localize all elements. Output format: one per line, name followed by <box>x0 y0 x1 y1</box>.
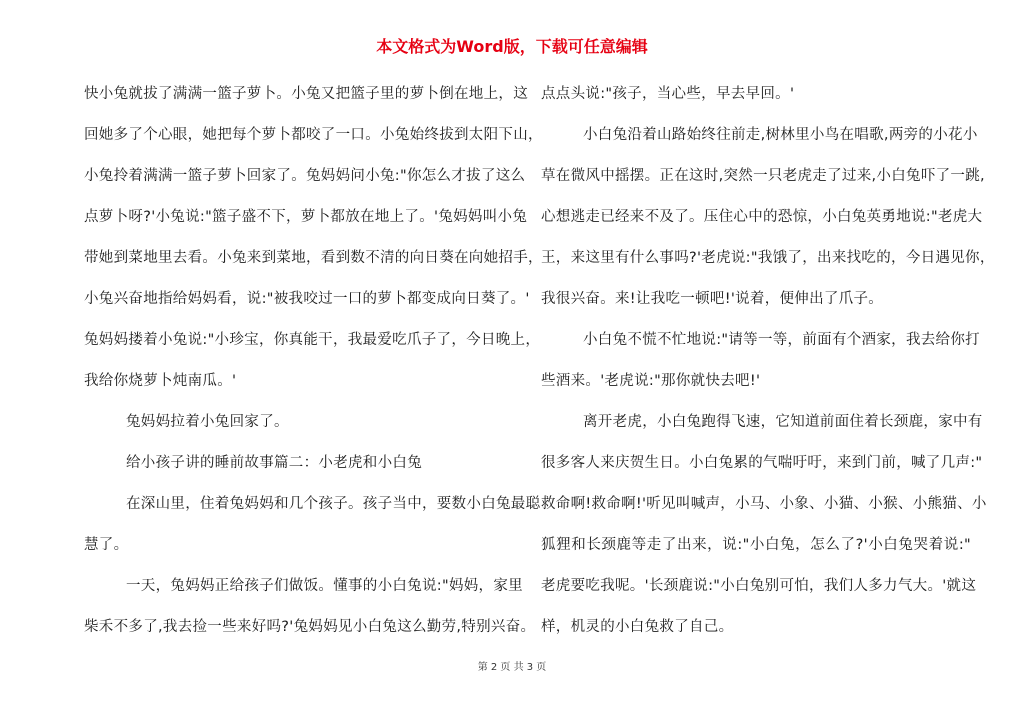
text-line: 离开老虎，小白兔跑得飞速，它知道前面住着长颈鹿，家中有 <box>583 414 983 430</box>
text-line: 救命啊!救命啊!'听见叫喊声，小马、小象、小猫、小猴、小熊猫、小 <box>541 496 987 512</box>
text-line: 老虎要吃我呢。'长颈鹿说:"小白兔别可怕，我们人多力气大。'就这 <box>541 578 977 594</box>
page-number-footer: 第 2 页 共 3 页 <box>477 662 547 673</box>
text-line: 回她多了个心眼，她把每个萝卜都咬了一口。小兔始终拔到太阳下山， <box>84 127 543 143</box>
text-line: 慧了。 <box>84 537 129 553</box>
text-line: 带她到菜地里去看。小兔来到菜地，看到数不清的向日葵在向她招手， <box>84 250 543 266</box>
text-line: 些酒来。'老虎说:"那你就快去吧!' <box>541 373 761 389</box>
text-line: 小兔兴奋地指给妈妈看，说:"被我咬过一口的萝卜都变成向日葵了。' <box>84 291 530 307</box>
text-line: 我给你烧萝卜炖南瓜。' <box>84 373 237 389</box>
text-line: 点点头说:"孩子，当心些，早去早回。' <box>541 86 795 102</box>
left-text-column <box>84 82 543 662</box>
text-line: 柴禾不多了,我去捡一些来好吗?'兔妈妈见小白兔这么勤劳,特别兴奋。 <box>84 619 536 635</box>
text-line: 在深山里，住着兔妈妈和几个孩子。孩子当中，要数小白兔最聪 <box>126 496 541 512</box>
text-line: 我很兴奋。来!让我吃一顿吧!'说着，便伸出了爪子。 <box>541 291 884 307</box>
word-format-banner: 本文格式为Word版，下载可任意编辑 <box>376 37 648 56</box>
text-line: 狐狸和长颈鹿等走了出来，说:"小白兔，怎么了?'小白兔哭着说:" <box>541 537 971 553</box>
text-line: 小白兔不慌不忙地说:"请等一等，前面有个酒家，我去给你打 <box>583 332 980 348</box>
text-line: 快小兔就拔了满满一篮子萝卜。小兔又把篮子里的萝卜倒在地上，这 <box>84 86 528 102</box>
text-line: 一天，兔妈妈正给孩子们做饭。懂事的小白兔说:"妈妈，家里 <box>126 578 523 594</box>
text-line: 很多客人来庆贺生日。小白兔累的气喘吁吁，来到门前，喊了几声:" <box>541 455 983 471</box>
text-line: 王，来这里有什么事吗?'老虎说:"我饿了，出来找吃的，今日遇见你， <box>541 250 995 266</box>
text-line: 兔妈妈搂着小兔说:"小珍宝，你真能干，我最爱吃爪子了，今日晚上， <box>84 332 541 348</box>
text-line: 给小孩子讲的睡前故事篇二：小老虎和小白兔 <box>126 455 422 471</box>
text-line: 兔妈妈拉着小兔回家了。 <box>126 414 289 430</box>
text-line: 心想逃走已经来不及了。压住心中的恐惊，小白兔英勇地说:"老虎大 <box>541 209 983 225</box>
text-line: 点萝卜呀?'小兔说:"篮子盛不下，萝卜都放在地上了。'兔妈妈叫小兔 <box>84 209 528 225</box>
text-line: 小兔拎着满满一篮子萝卜回家了。兔妈妈问小兔:"你怎么才拔了这么 <box>84 168 526 184</box>
text-line: 草在微风中摇摆。正在这时,突然一只老虎走了过来,小白兔吓了一跳, <box>541 168 985 184</box>
text-line: 样，机灵的小白兔救了自己。 <box>541 619 734 635</box>
text-line: 小白兔沿着山路始终往前走,树林里小鸟在唱歌,两旁的小花小 <box>583 127 978 143</box>
right-text-column <box>541 82 995 662</box>
